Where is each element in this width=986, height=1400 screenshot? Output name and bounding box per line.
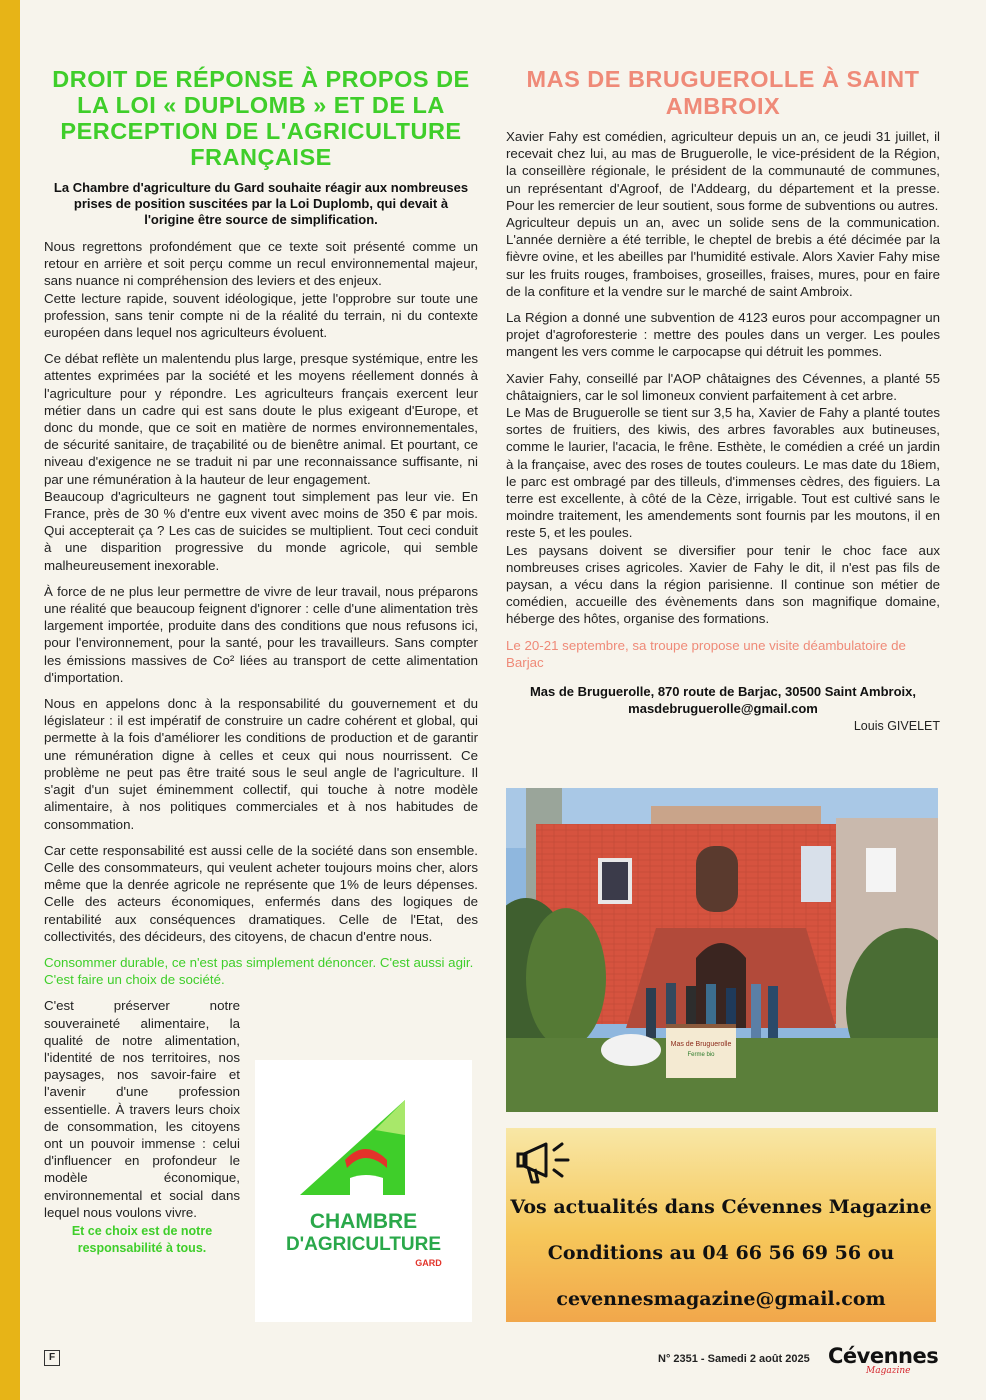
logo-text-2: D'AGRICULTURE [285, 1234, 442, 1255]
left-paragraph-1: Nous regrettons profondément que ce texte soit présenté comme un retour en arrière et soit perçu comme un recul environnemental majeur, sans nuance ni compréhension des leviers et des enjeux. [44, 239, 478, 289]
left-green-quote: Consommer durable, ce n'est pas simplement dénoncer. C'est aussi agir. C'est faire un choix de société. [44, 954, 474, 988]
magazine-ad [506, 1128, 936, 1322]
left-paragraph-4: Beaucoup d'agriculteurs ne gagnent tout simplement pas leur vie. En France, près de 30 % d'entre eux vivent avec moins de 350 € par mois. Qui accepterait ça ? Les cas de suicides se multiplient. Tout ceci conduit à une disparition progressive du monde agricole, qui semble malheureusement inexorable. [44, 488, 478, 573]
address-line: Mas de Bruguerolle, 870 route de Barjac, 30500 Saint Ambroix, [529, 684, 917, 700]
left-paragraph-2: Cette lecture rapide, souvent idéologique, jette l'opprobre sur toute une profession, sans tenir compte ni de la réalité du terrain, ni du contexte européen dans lequel nos agriculteurs évoluent. [44, 290, 478, 341]
magazine-brand-sub: Magazine [866, 1366, 911, 1376]
left-paragraph-6: Nous en appelons donc à la responsabilité du gouvernement et du législateur : il est impératif de construire un cadre cohérent et global, qui permette à la fois d'améliorer les conditions de production et de garantir une rémunération digne à celles et ceux qui nous nourrissent. Ce problème ne peut pas être traité sous le seul angle de l'agriculture. Il s'agit d'un sujet éminemment collectif, qui touche à notre modèle alimentaire, à nos politiques commerciales et à nos habitudes de consommation. [44, 696, 478, 832]
sign-line-1: Mas de Bruguerolle [670, 1041, 732, 1048]
right-article-title: MAS DE BRUGUEROLLE À SAINT AMBROIX [526, 66, 920, 119]
left-closing-line: Et ce choix est de notre responsabilité à tous. [71, 1223, 213, 1255]
ad-line-3[interactable]: cevennesmagazine@gmail.com [556, 1288, 886, 1310]
sign-line-2: Ferme bio [687, 1052, 715, 1058]
chambre-agriculture-logo [255, 1060, 472, 1322]
right-address [506, 683, 940, 717]
left-paragraph-5: À force de ne plus leur permettre de vivre de leur travail, nous préparons une réalité que beaucoup feignent d'ignorer : celle d'une alimentation très largement importée, produite dans des conditions que nous refusons ici, pour l'environnement, pour la santé, pour les travailleurs. Sans compter les émissions massives de Co² liées au transport de cette alimentation d'importation. [44, 583, 478, 685]
right-paragraph-3: La Région a donné une subvention de 4123 euros pour accompagner un projet d'agroforesterie : mettre des poules dans un verger. Les poules mangent les vers comme le carpocapse qui détruit les pommes. [506, 310, 940, 360]
right-paragraph-6: Les paysans doivent se diversifier pour tenir le choc face aux nombreuses crises agricoles. Xavier de Fahy le dit, il n'est pas fils de paysan, a vécu dans la région parisienne. Il continue son métier de comédien, accueille des évènements dans son magnifique domaine, héberge des hôtes, organise des formations. [506, 542, 940, 627]
right-paragraph-4: Xavier Fahy, conseillé par l'AOP châtaignes des Cévennes, a planté 55 châtaigniers, car le sol limoneux convient parfaitement à cet arbre. [506, 370, 940, 403]
mas-photo [506, 788, 938, 1112]
right-paragraph-5: Le Mas de Bruguerolle se tient sur 3,5 ha, Xavier de Fahy a planté toutes sortes de fruitiers, des kiwis, des arbres favorables aux butineuses, comme le laurier, l'acacia, le frêne. Esthète, le comédien a créé un jardin à la française, avec des roses de toutes couleurs. Le mas date du 18iem, le parc est ombragé par des tilleuls, d'immenses cèdres, des figuiers. La terre est excellente, à côté de la Cèze, irrigable. Tout est cultivé sans le moindre traitement, les amendements sont fournis par les moutons, il en reste 5, et les poules. [506, 405, 940, 541]
ad-line-2: Conditions au 04 66 56 69 56 ou [547, 1242, 895, 1264]
left-article-title: DROIT DE RÉPONSE À PROPOS DE LA LOI « DUPLOMB » ET DE LA PERCEPTION DE L'AGRICULTURE FRANÇAISE [52, 66, 470, 170]
logo-text-1: CHAMBRE [309, 1210, 418, 1233]
issue-date: N° 2351 - Samedi 2 août 2025 [658, 1353, 810, 1365]
left-article-lead: La Chambre d'agriculture du Gard souhaite réagir aux nombreuses prises de position suscitées par la Loi Duplomb, qui devait à l'origine être source de simplification. [53, 180, 469, 227]
left-paragraph-3: Ce débat reflète un malentendu plus large, presque systémique, entre les attentes exprimées par la société et les moyens réellement donnés à l'agriculture pour y répondre. Les agriculteurs français exercent leur métier dans un cadre qui est sans doute le plus exigeant d'Europe, et donc du monde, que ce soit en matière de normes environnementales, de sécurité sanitaire, de traçabilité ou de bienêtre animal. Et pourtant, ce niveau d'exigence ne se traduit ni par une reconnaissance suffisante, ni par une rémunération à la hauteur de leur engagement. [44, 351, 478, 487]
logo-a-icon [255, 1060, 472, 1210]
ad-line-1: Vos actualités dans Cévennes Magazine [510, 1196, 932, 1218]
right-paragraph-1: Xavier Fahy est comédien, agriculteur depuis un an, ce jeudi 31 juillet, il recevait chez lui, au mas de Bruguerolle, le vice-président de la Région, la conseillère régionale, le président de la communauté de communes, un représentant d'Agroof, de l'Addearg, du département et la presse. Pour les remercier de leur soutient, sous forme de subventions ou autres. [506, 129, 940, 213]
right-article [506, 66, 940, 733]
article-author: Louis GIVELET [853, 719, 940, 734]
logo-text-3: GARD [415, 1258, 442, 1268]
megaphone-icon [514, 1134, 578, 1186]
side-color-bar [0, 0, 20, 1400]
left-paragraph-7: Car cette responsabilité est aussi celle de la société dans son ensemble. Celle des consommateurs, qui veulent acheter toujours moins cher, alors même que la denrée agricole ne représente que 1% de leurs dépenses. Celle des acteurs économiques, enfermés dans des logiques de rentabilité aux conséquences dramatiques. Celle de l'Etat, des collectivités, des décideurs, des citoyens, de chacun d'entre nous. [44, 842, 478, 944]
left-paragraph-8: C'est préserver notre souveraineté alimentaire, la qualité de notre alimentation, l'identité de nos territoires, nos paysages, nos savoir-faire et l'avenir d'une profession essentielle. À travers leurs choix de consommation, les citoyens ont un pouvoir immense : celui d'influencer en profondeur le modèle économique, environnemental et social dans lequel nous voulons vivre. [44, 998, 240, 1220]
page-letter: F [44, 1350, 60, 1366]
email-line: masdebruguerolle@gmail.com [628, 701, 818, 717]
right-event-note: Le 20-21 septembre, sa troupe propose une visite déambulatoire de Barjac [506, 637, 906, 670]
right-paragraph-2: Agriculteur depuis un an, avec un solide sens de la communication. L'année dernière a été terrible, le cheptel de brebis a été décimée par la fièvre ovine, et les abeilles par l'humidité estivale. Alors Xavier Fahy mise sur les fruits rouges, framboises, groseilles, fraises, mures, pour en faire de la confiture et la vendre sur le marché de saint Ambroix. [506, 215, 940, 299]
magazine-brand: Cévennes [828, 1344, 939, 1368]
